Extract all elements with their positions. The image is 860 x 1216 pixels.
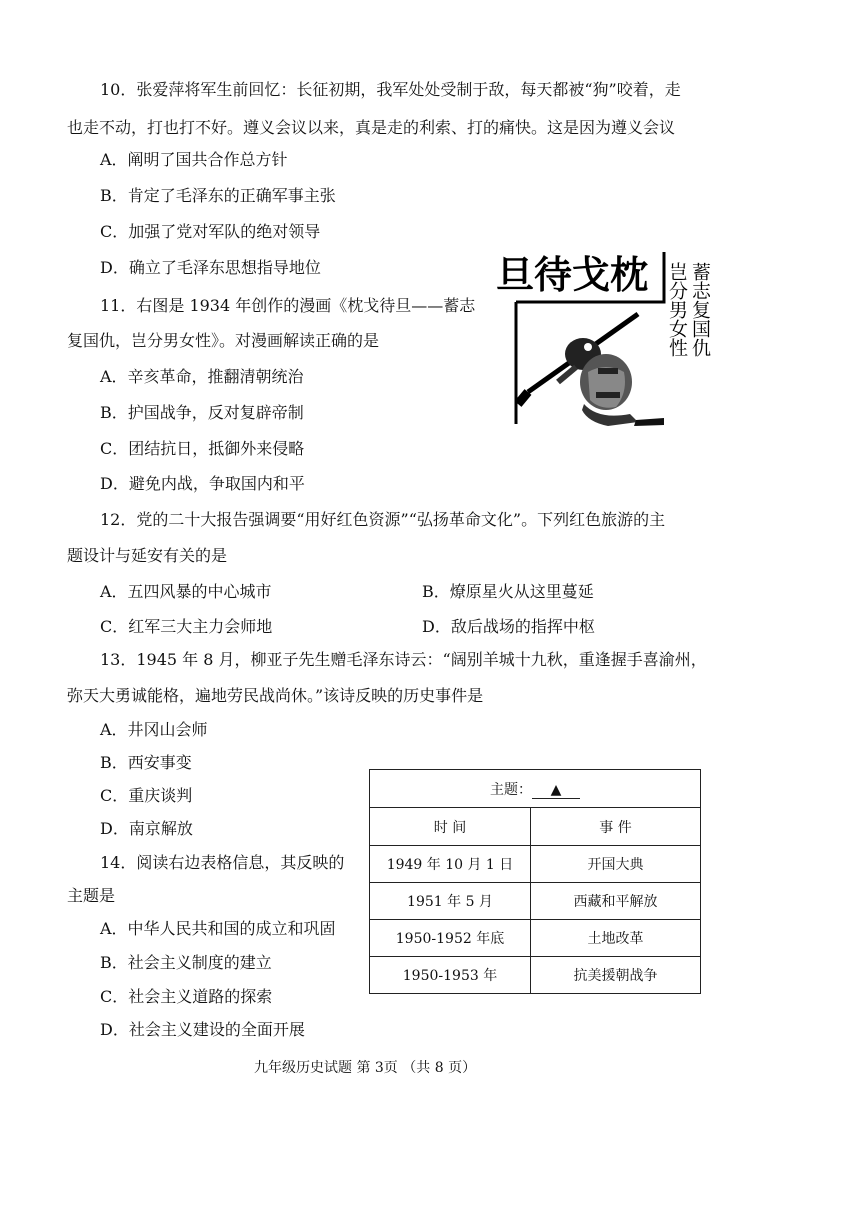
row-time: 1949 年 10 月 1 日	[370, 846, 531, 883]
theme-blank	[532, 782, 580, 799]
row-event: 抗美援朝战争	[531, 957, 701, 994]
table-theme-cell	[370, 770, 701, 808]
q12-option-c: C．红军三大主力会师地	[100, 617, 273, 636]
q10-option-d: D．确立了毛泽东思想指导地位	[100, 258, 321, 277]
q13-option-b: B．西安事变	[100, 753, 192, 772]
q11-stem-line1: 11．右图是 1934 年创作的漫画《枕戈待旦——蓄志	[100, 296, 476, 315]
table-row	[370, 883, 701, 920]
q12-option-b: B．燎原星火从这里蔓延	[422, 582, 594, 601]
q11-stem-line2: 复国仇，岂分男女性》。对漫画解读正确的是	[67, 331, 380, 350]
table-row	[370, 957, 701, 994]
triangle-icon: ▲	[550, 781, 562, 798]
q14-option-a: A．中华人民共和国的成立和巩固	[100, 919, 336, 938]
table-theme-row	[370, 770, 701, 808]
q13-option-d: D．南京解放	[100, 819, 193, 838]
q11-option-b: B．护国战争，反对复辟帝制	[100, 403, 304, 422]
q10-option-b: B．肯定了毛泽东的正确军事主张	[100, 186, 336, 205]
q11-option-c: C．团结抗日，抵御外来侵略	[100, 439, 305, 458]
q13-stem-line1: 13．1945 年 8 月，柳亚子先生赠毛泽东诗云：“阔别羊城十九秋，重逢握手喜渝州，	[100, 650, 707, 669]
row-time: 1950-1953 年	[370, 957, 531, 994]
row-event: 土地改革	[531, 920, 701, 957]
q11-option-a: A．辛亥革命，推翻清朝统治	[100, 367, 304, 386]
header-event: 事 件	[531, 808, 701, 846]
q13-option-a: A．井冈山会师	[100, 720, 208, 739]
q12-stem-line1: 12．党的二十大报告强调要“用好红色资源”“弘扬革命文化”。下列红色旅游的主	[100, 510, 666, 529]
q14-option-c: C．社会主义道路的探索	[100, 987, 273, 1006]
cartoon-column-1: 蓄志复国仇	[689, 262, 711, 357]
cartoon-title: 旦待戈枕	[496, 252, 649, 297]
row-time: 1950-1952 年底	[370, 920, 531, 957]
table-row	[370, 920, 701, 957]
q14-option-b: B．社会主义制度的建立	[100, 953, 272, 972]
theme-label: 主题：	[490, 781, 532, 798]
q13-option-c: C．重庆谈判	[100, 786, 193, 805]
cartoon-column-2: 岂分男女性	[666, 262, 688, 357]
q10-option-a: A．阐明了国共合作总方针	[100, 150, 288, 169]
row-time: 1951 年 5 月	[370, 883, 531, 920]
q12-stem-line2: 题设计与延安有关的是	[67, 546, 228, 565]
q13-stem-line2: 弥天大勇诚能格，遍地劳民战尚休。”该诗反映的历史事件是	[67, 686, 484, 705]
q10-stem-line2: 也走不动，打也打不好。遵义会议以来，真是走的利索、打的痛快。这是因为遵义会议	[67, 118, 676, 137]
q12-option-a: A．五四风暴的中心城市	[100, 582, 272, 601]
events-table	[369, 769, 701, 994]
q11-option-d: D．避免内战，争取国内和平	[100, 474, 305, 493]
q14-stem-line2: 主题是	[67, 886, 116, 905]
header-time: 时 间	[370, 808, 531, 846]
table-header-row	[370, 808, 701, 846]
q10-option-c: C．加强了党对军队的绝对领导	[100, 222, 321, 241]
page-footer: 九年级历史试题 第 3页 （共 8 页）	[254, 1060, 477, 1076]
cartoon-image	[488, 242, 718, 427]
row-event: 开国大典	[531, 846, 701, 883]
q14-option-d: D．社会主义建设的全面开展	[100, 1020, 305, 1039]
row-event: 西藏和平解放	[531, 883, 701, 920]
table-row	[370, 846, 701, 883]
q12-option-d: D．敌后战场的指挥中枢	[422, 617, 595, 636]
q14-stem-line1: 14．阅读右边表格信息，其反映的	[100, 853, 345, 872]
q10-stem-line1: 10．张爱萍将军生前回忆：长征初期，我军处处受制于敌，每天都被“狗”咬着，走	[100, 80, 681, 99]
